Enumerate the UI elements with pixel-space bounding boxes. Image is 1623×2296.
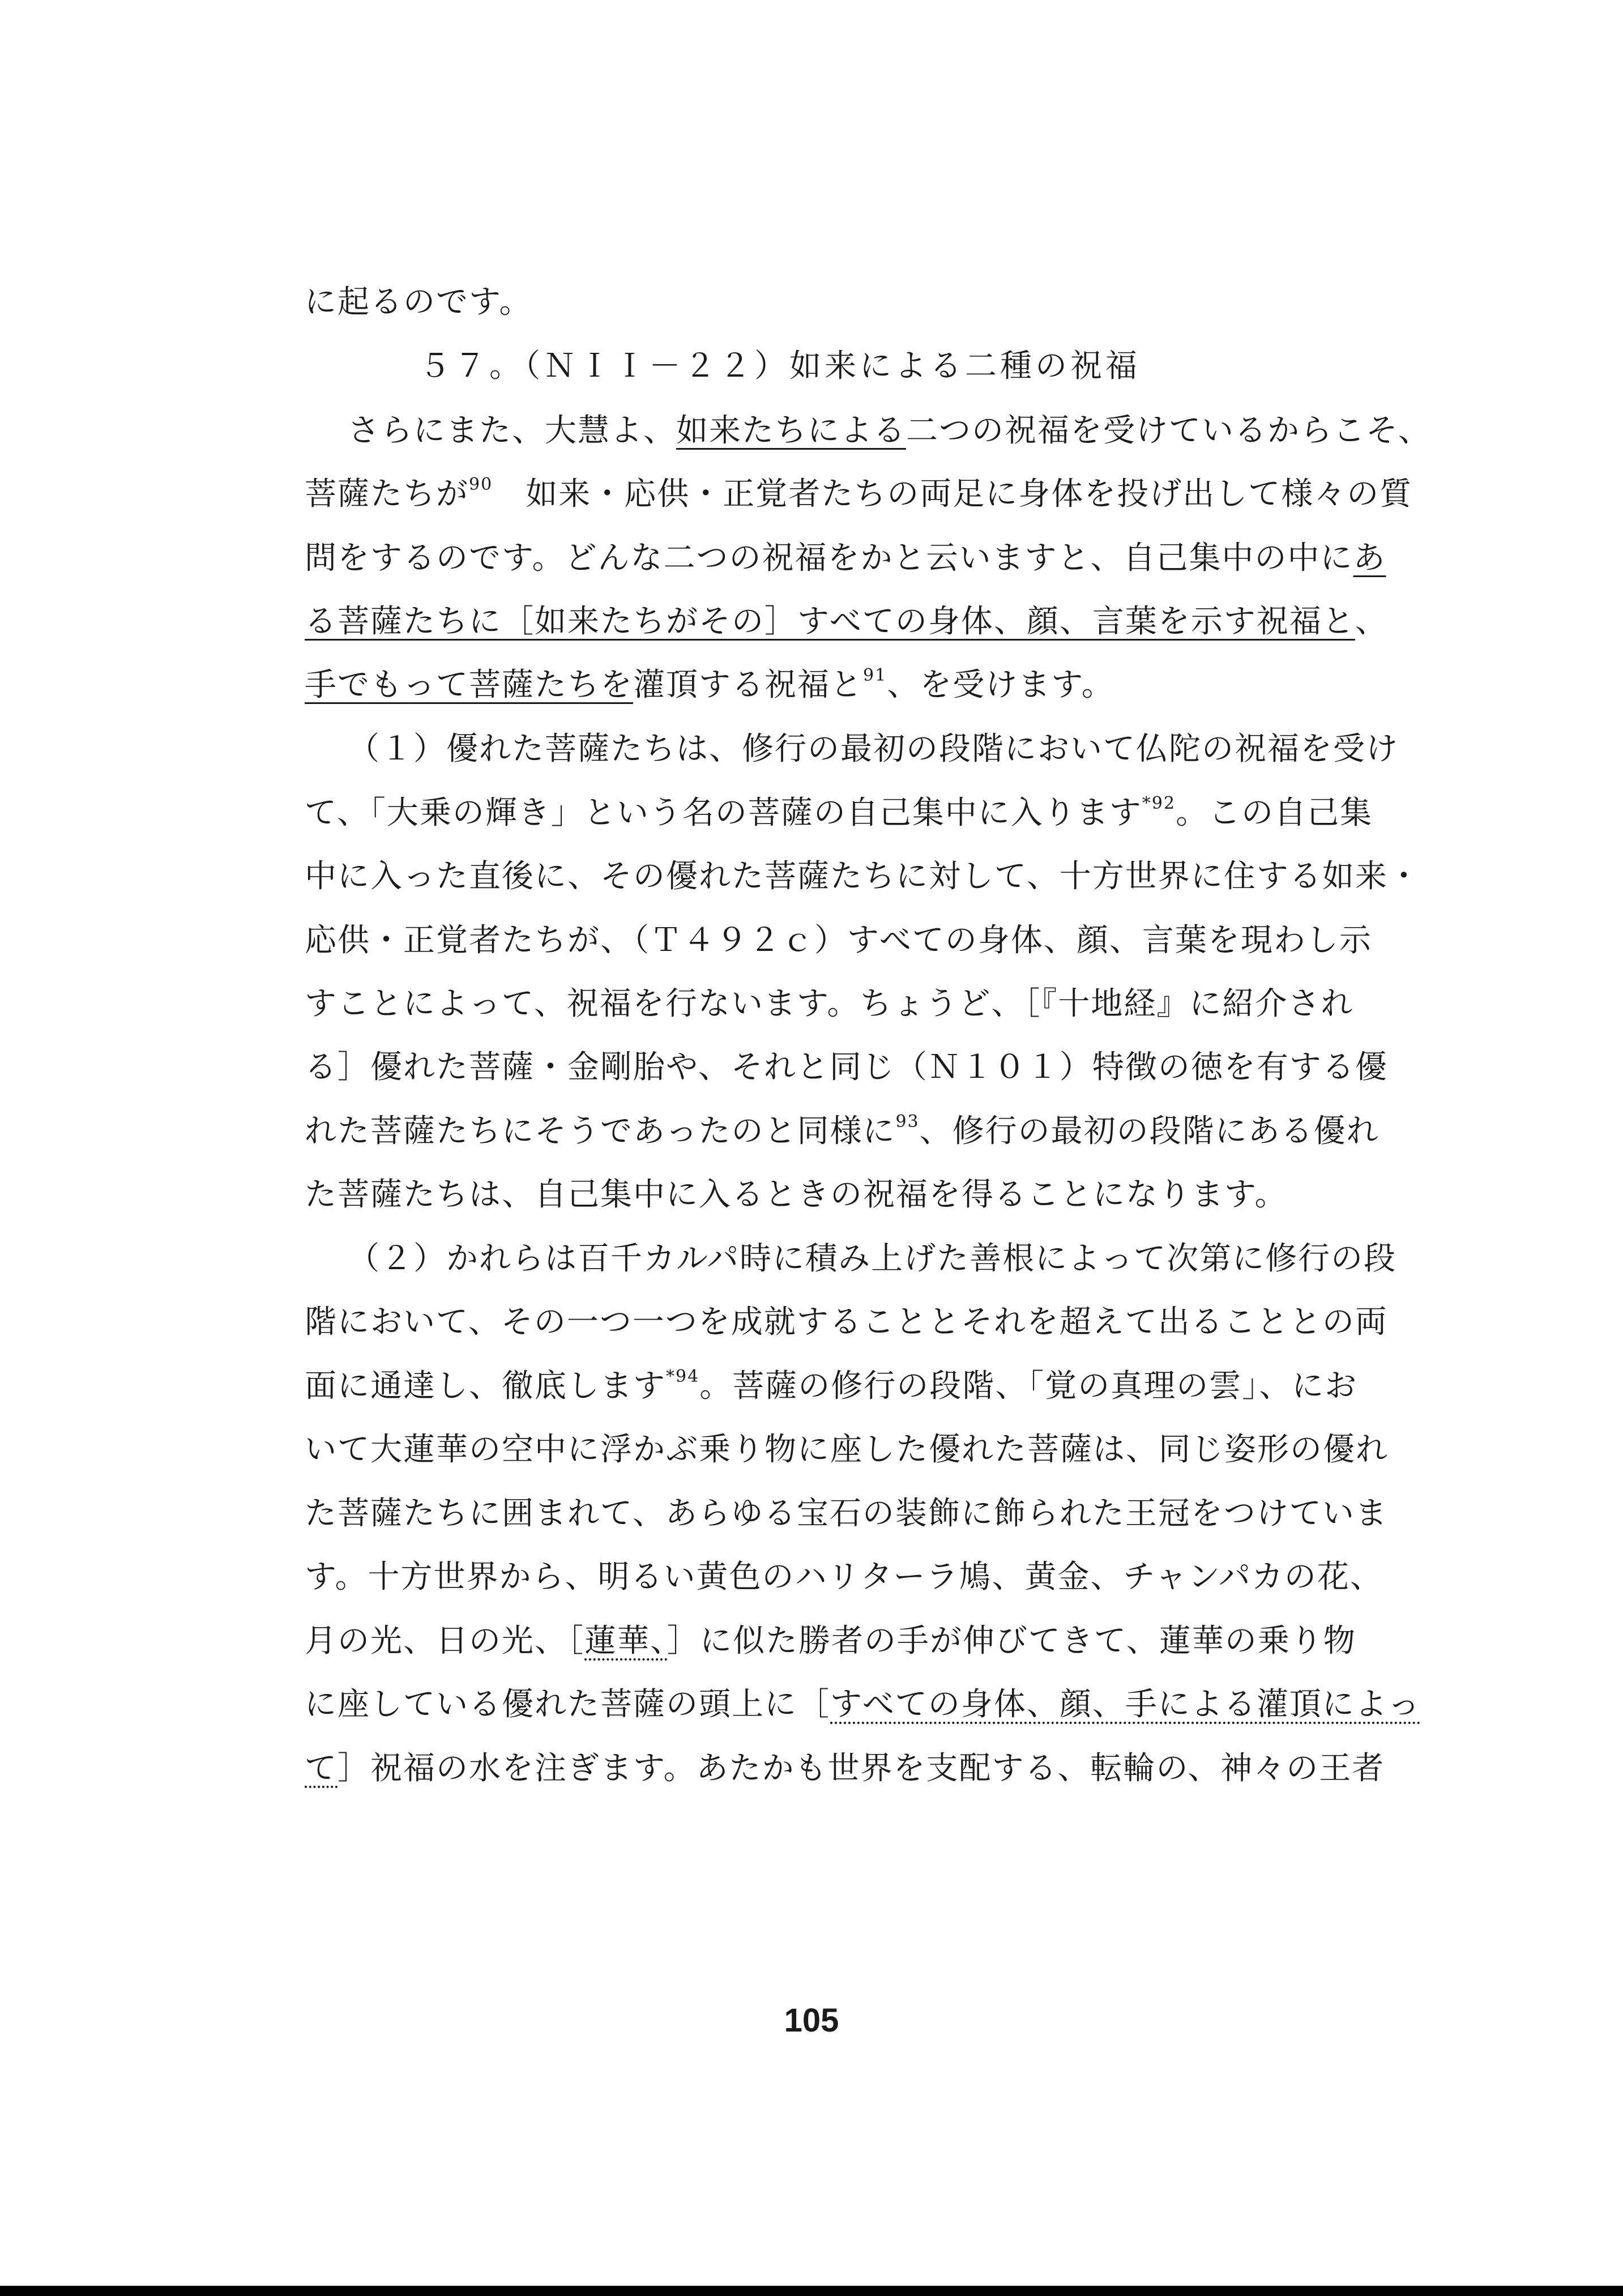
- text-line: さらにまた、大慧よ、如来たちによる二つの祝福を受けているからこそ、: [348, 412, 1431, 449]
- text-line: 階において、その一つ一つを成就することとそれを超えて出ることとの両: [305, 1304, 1388, 1341]
- footnote-ref: *94: [666, 1367, 700, 1386]
- text-line: （１）優れた菩薩たちは、修行の最初の段階において仏陀の祝福を受け: [348, 731, 1399, 767]
- text-line: に起るのです。: [305, 284, 532, 321]
- footnote-ref: 93: [895, 1112, 920, 1132]
- text-line: る］優れた菩薩・金剛胎や、それと同じ（Ｎ１０１）特徴の徳を有する優: [305, 1049, 1388, 1086]
- text-line: 菩薩たちが$^{90}$ 如来・応供・正覚者たちの両足に身体を投げ出して様々の質: [305, 475, 1413, 513]
- underlined-phrase: 手でもって菩薩たちを: [305, 667, 633, 703]
- scan-edge: [0, 2286, 1623, 2296]
- text-line: る菩薩たちに［如来たちがその］すべての身体、顔、言葉を示す祝福と、: [305, 603, 1388, 640]
- text-line: すことによって、祝福を行ないます。ちょうど、［『十地経』に紹介され: [305, 985, 1354, 1022]
- text-line: 面に通達し、徹底します$^{*94}$。菩薩の修行の段階、「覚の真理の雲」、にお: [305, 1367, 1358, 1405]
- text-line: た菩薩たちは、自己集中に入るときの祝福を得ることになります。: [305, 1176, 1288, 1213]
- footnote-ref: *92: [1142, 793, 1176, 813]
- text-line: 手でもって菩薩たちを灌頂する祝福と$^{91}$、を受けます。: [305, 665, 1114, 703]
- text-line: （２）かれらは百千カルパ時に積み上げた善根によって次第に修行の段: [348, 1240, 1397, 1277]
- section-heading: ５７。（ＮＩＩ－２２）如来による二種の祝福: [419, 348, 1141, 385]
- dotted-phrase: て: [305, 1750, 338, 1787]
- underlined-phrase: あ: [1353, 540, 1386, 577]
- dotted-phrase: すべての身体、顔、手による灌頂によっ: [830, 1686, 1421, 1723]
- text-line: れた菩薩たちにそうであったのと同様に$^{93}$、修行の最初の段階にある優れ: [305, 1112, 1379, 1150]
- text-line: いて大蓮華の空中に浮かぶ乗り物に座した優れた菩薩は、同じ姿形の優れ: [305, 1431, 1389, 1468]
- footnote-ref: 90: [469, 475, 493, 494]
- text-line: 応供・正覚者たちが、（Ｔ４９２ｃ）すべての身体、顔、言葉を現わし示: [305, 922, 1372, 959]
- text-line: 月の光、日の光、［蓮華、］に似た勝者の手が伸びてきて、蓮華の乗り物: [305, 1623, 1356, 1659]
- text-line: 問をするのです。どんな二つの祝福をかと云いますと、自己集中の中にあ: [305, 540, 1386, 577]
- page-number: 105: [784, 2002, 839, 2039]
- text-line: 中に入った直後に、その優れた菩薩たちに対して、十方世界に住する如来・: [305, 858, 1421, 895]
- text-line: て、「大乗の輝き」という名の菩薩の自己集中に入ります$^{*92}$。この自己集: [305, 793, 1373, 831]
- text-line: て］祝福の水を注ぎます。あたかも世界を支配する、転輪の、神々の王者: [305, 1750, 1385, 1787]
- underlined-phrase: る菩薩たちに［如来たちがその］すべての身体、顔、言葉を示す祝福と: [305, 603, 1355, 640]
- text-line: に座している優れた菩薩の頭上に［すべての身体、顔、手による灌頂によっ: [305, 1686, 1421, 1723]
- text-line: す。十方世界から、明るい黄色のハリターラ鳩、黄金、チャンパカの花、: [305, 1559, 1383, 1595]
- dotted-phrase: 蓮華、: [584, 1623, 667, 1659]
- text-line: た菩薩たちに囲まれて、あらゆる宝石の装飾に飾られた王冠をつけていま: [305, 1495, 1388, 1532]
- footnote-ref: 91: [863, 665, 887, 685]
- underlined-phrase: 如来たちによる: [676, 412, 906, 449]
